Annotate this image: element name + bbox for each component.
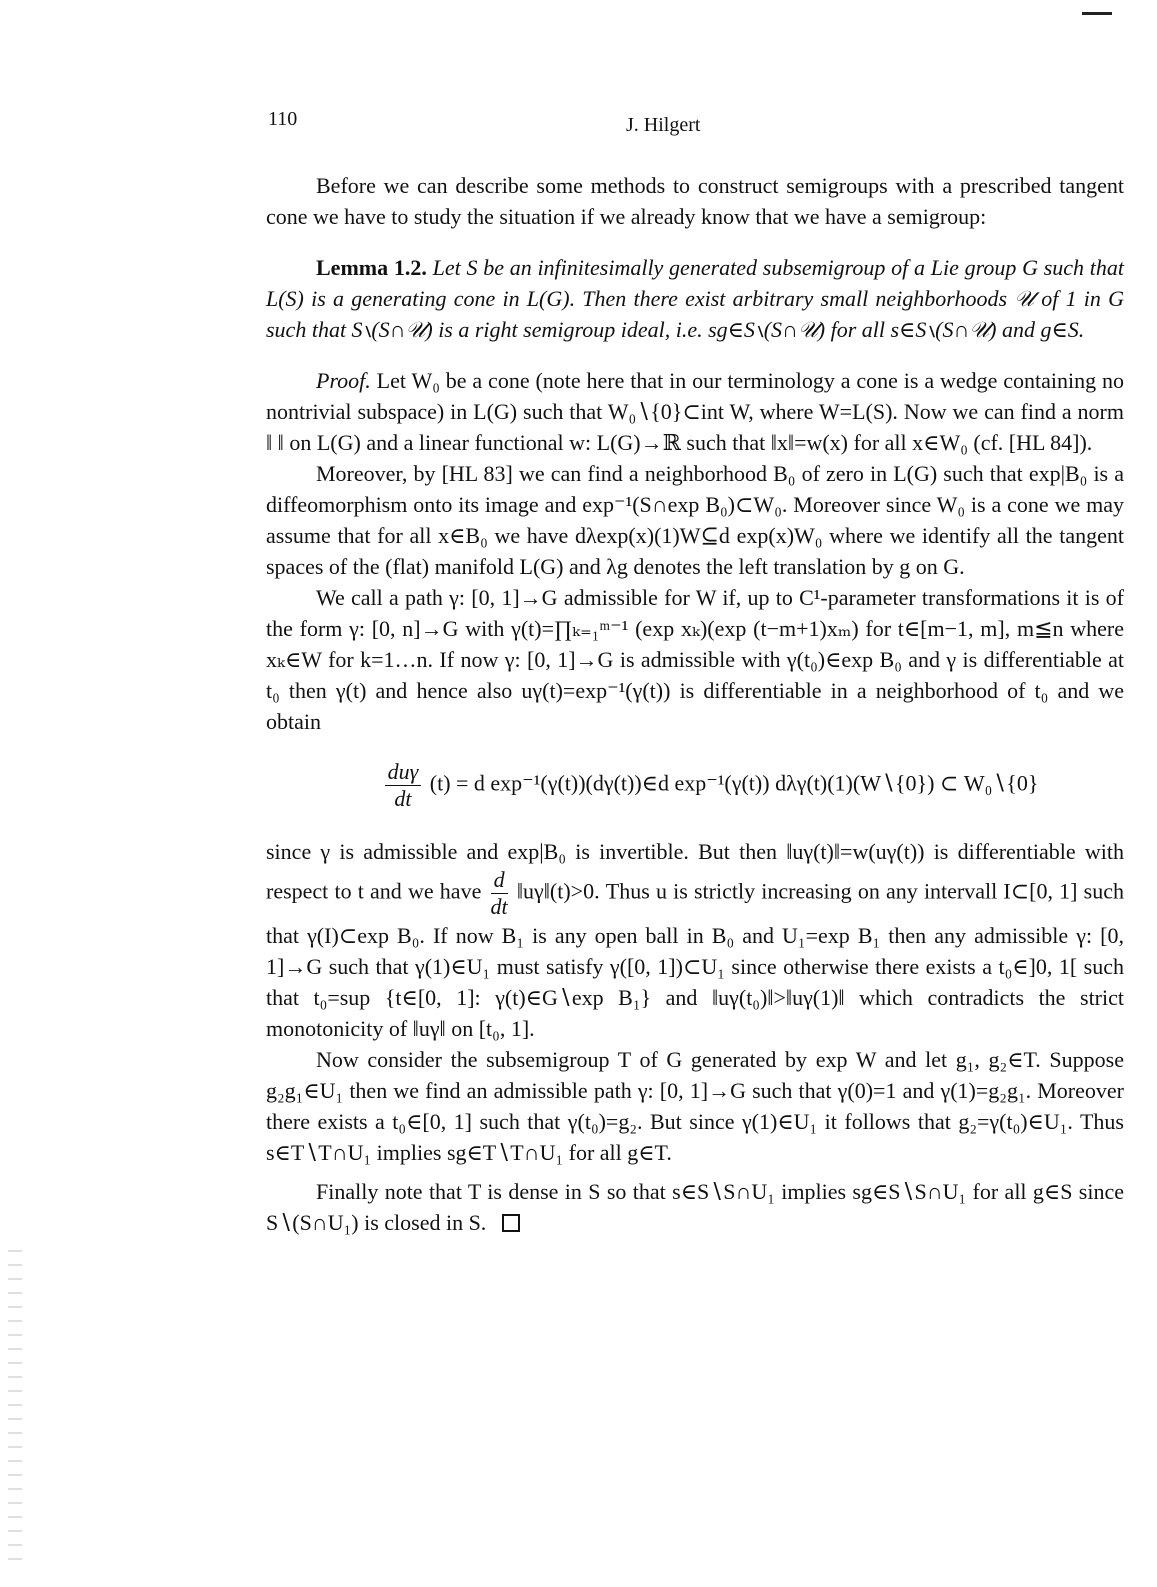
proof-text-1: Let W₀ be a cone (note here that in our terminology a cone is a wedge containing no nontrivial subspace) in L(G) such that W₀∖{0}⊂int W, where W=L(S). Now we can find a norm ‖ ‖ on L(G) and a linear functional w: L(G)→ℝ such that ‖x‖=w(x) for all x∈W₀ (cf. [HL 84]). xyxy=(266,368,1124,455)
inline-derivative xyxy=(491,867,508,920)
equation-denominator: dt xyxy=(394,786,412,811)
page-number: 110 xyxy=(268,108,298,130)
lemma-label: Lemma 1.2. xyxy=(316,255,427,280)
intro-paragraph: Before we can describe some methods to construct semigroups with a prescribed tangent cone we have to study the situation if we already know that we have a semigroup: xyxy=(266,173,1124,229)
display-equation xyxy=(296,759,1124,812)
proof-paragraph-5: Now consider the subsemigroup T of G generated by exp W and let g₁, g₂∈T. Suppose g₂g₁∈U₁ then we find an admissible path γ: [0, 1]→G such that γ(0)=1 and γ(1)=g₂g₁. Moreover there exists a t₀∈[0, 1] such that γ(t₀)=g₂. But since γ(1)∈U₁ it follows that g₂=γ(t₀)∈U₁. Thus s∈T∖T∩U₁ implies sg∈T∖T∩U₁ for all g∈T. xyxy=(266,1047,1124,1165)
lemma-statement: Let S be an infinitesimally generated subsemigroup of a Lie group G such that L(S) is a generating cone in L(G). Then there exist arbitrary small neighborhoods 𝒰 of 1 in G such that S∖(S∩𝒰) is a right semigroup ideal, i.e. sg∈S∖(S∩𝒰) for all s∈S∖(S∩𝒰) and g∈S. xyxy=(266,255,1125,342)
proof-paragraph-2: Moreover, by [HL 83] we can find a neighborhood B₀ of zero in L(G) such that exp|B₀ is a diffeomorphism onto its image and exp⁻¹(S∩exp B₀)⊂W₀. Moreover since W₀ is a cone we may assume that for all x∈B₀ we have dλexp(x)(1)W⊆d exp(x)W₀ where we identify all the tangent spaces of the (flat) manifold L(G) and λg denotes the left translation by g on G. xyxy=(266,461,1124,579)
page-body xyxy=(266,170,1124,1238)
lemma-1-2 xyxy=(266,252,1124,345)
proof-paragraph-4 xyxy=(266,836,1124,1044)
equation-numerator: duγ xyxy=(385,759,422,786)
running-head-author: J. Hilgert xyxy=(626,114,701,136)
proof-paragraph-6 xyxy=(266,1176,1124,1238)
inline-derivative-num: d xyxy=(491,867,508,894)
proof-paragraph-3: We call a path γ: [0, 1]→G admissible for W if, up to C¹-parameter transformations it is of the form γ: [0, n]→G with γ(t)=∏ₖ₌₁ᵐ⁻¹ (exp xₖ)(exp (t−m+1)xₘ) for t∈[m−1, m], m≦n where xₖ∈W for k=1…n. If now γ: [0, 1]→G is admissible with γ(t₀)∈exp B₀ and γ is differentiable at t₀ then γ(t) and hence also uγ(t)=exp⁻¹(γ(t)) is differentiable in a neighborhood of t₀ and we obtain xyxy=(266,585,1124,734)
proof-text-4a: since γ is admissible and exp|B₀ is invertible. But then ‖uγ(t)‖=w(uγ(t)) is differentiable with respect to t and we have xyxy=(266,839,1124,904)
proof-label: Proof. xyxy=(316,368,371,393)
proof-text-6: Finally note that T is dense in S so that s∈S∖S∩U₁ implies sg∈S∖S∩U₁ for all g∈S since S∖(S∩U₁) is closed in S. xyxy=(266,1179,1124,1235)
equation-fraction xyxy=(385,759,422,812)
proof-paragraph-1 xyxy=(266,365,1124,458)
proof-text-4b: ‖uγ‖(t)>0. Thus u is strictly increasing on any intervall I⊂[0, 1] such that γ(I)⊂exp B₀. If now B₁ is any open ball in B₀ and U₁=exp B₁ then any admissible γ: [0, 1]→G such that γ(1)∈U₁ must satisfy γ([0, 1])⊂U₁ since otherwise there exists a t₀∈]0, 1[ such that t₀=sup {t∈[0, 1]: γ(t)∈G∖exp B₁} and ‖uγ(t₀)‖>‖uγ(1)‖ which contradicts the strict monotonicity of ‖uγ‖ on [t₀, 1]. xyxy=(266,878,1125,1041)
equation-rhs: (t) = d exp⁻¹(γ(t))(dγ(t))∈d exp⁻¹(γ(t)) dλγ(t)(1)(W∖{0}) ⊂ W₀∖{0} xyxy=(429,770,1039,796)
scan-margin-noise xyxy=(8,1250,22,1570)
scan-corner-mark xyxy=(1082,12,1112,15)
inline-derivative-den: dt xyxy=(490,894,508,919)
qed-box-icon xyxy=(502,1214,520,1232)
